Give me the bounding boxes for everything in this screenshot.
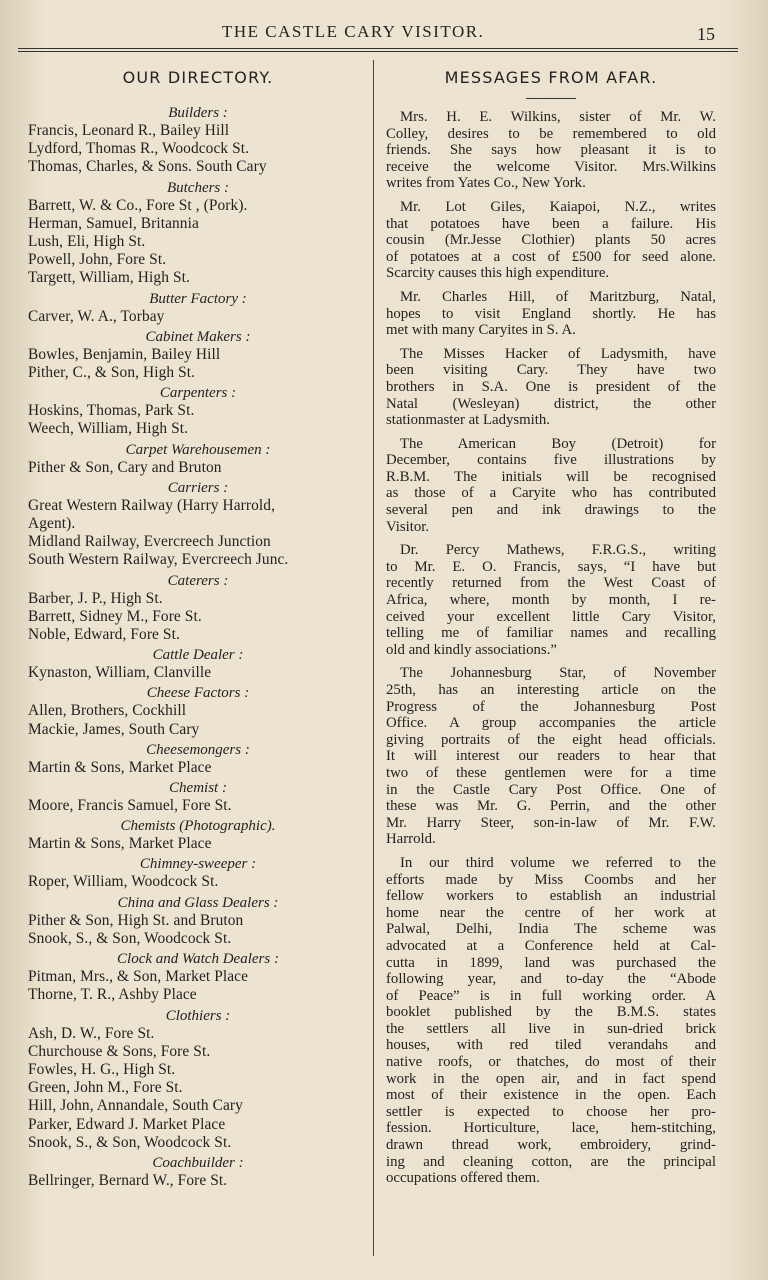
directory-entry: Hoskins, Thomas, Park St. — [28, 402, 195, 420]
message-line: houses, with red tiled verandahs and — [386, 1037, 716, 1054]
directory-category: Butter Factory : — [149, 290, 247, 307]
directory-category: Chemist : — [169, 780, 227, 797]
message-line: most of their existence in the open. Each — [386, 1087, 716, 1104]
message-line: Palwal, Delhi, India The scheme was — [386, 921, 716, 938]
message-line: home near the centre of her work at — [386, 904, 716, 921]
message-line: advocated at a Conference held at Cal- — [386, 937, 716, 954]
directory-entry: Lydford, Thomas R., Woodcock St. — [28, 140, 250, 158]
message-line: Natal (Wesleyan) district, the other — [386, 395, 716, 412]
message-line: efforts made by Miss Coombs and her — [386, 871, 716, 888]
page-number: 15 — [697, 24, 715, 44]
directory-entry: Fowles, H. G., High St. — [28, 1060, 176, 1078]
directory-category: Caterers : — [167, 572, 229, 589]
message-line: fellow workers to establish an industrial — [386, 888, 716, 905]
directory-entry: Barrett, Sidney M., Fore St. — [28, 607, 202, 625]
message-line: brothers in S.A. One is president of the — [386, 378, 716, 395]
directory-category: Cabinet Makers : — [145, 328, 251, 345]
message-line: fession. Horticulture, lace, hem-stitching, — [386, 1120, 716, 1137]
directory-category: Cheese Factors : — [146, 685, 250, 702]
message-line: Colley, desires to be remembered to old — [386, 125, 716, 142]
message-line: occupations offered them. — [386, 1170, 540, 1187]
message-paragraph — [386, 436, 716, 536]
directory-category: Builders : — [168, 105, 228, 121]
directory-entry: Herman, Samuel, Britannia — [28, 214, 199, 232]
directory-entry: Thorne, T. R., Ashby Place — [28, 986, 197, 1004]
message-line: these was Mr. G. Perrin, and the other — [386, 798, 716, 815]
message-paragraph — [386, 542, 716, 658]
directory-entry: Pither, C., & Son, High St. — [28, 364, 196, 382]
directory-entry: Barber, J. P., High St. — [28, 589, 163, 607]
directory-entry: Pitman, Mrs., & Son, Market Place — [28, 968, 249, 986]
message-line: The Johannesburg Star, of November — [400, 665, 716, 682]
message-line: following year, and to-day the “Abode — [386, 971, 716, 988]
message-line: settler is expected to choose her pro- — [386, 1103, 716, 1120]
directory-entry: Carver, W. A., Torbay — [28, 307, 165, 325]
messages-column — [386, 64, 716, 1194]
message-paragraph — [386, 109, 716, 192]
message-line: booklet published by the B.M.S. states — [386, 1004, 716, 1021]
running-head — [0, 20, 768, 44]
message-line: that potatoes have been a failure. His — [386, 215, 716, 232]
directory-category: Carpenters : — [159, 385, 237, 402]
message-paragraph — [386, 199, 716, 282]
message-line: The Misses Hacker of Ladysmith, have — [400, 345, 716, 362]
message-line: as those of a Caryite who has contributed — [386, 485, 716, 502]
message-line: of potatoes at a cost of £500 for seed alone. — [386, 248, 716, 265]
message-line: ing and cleaning cotton, are the principal — [386, 1153, 716, 1170]
messages-title: MESSAGES FROM AFAR. — [444, 68, 658, 87]
directory-title: OUR DIRECTORY. — [122, 68, 274, 87]
directory-entry: Noble, Edward, Fore St. — [28, 626, 180, 644]
header-rule — [18, 48, 738, 52]
directory-category: Chimney-sweeper : — [139, 856, 257, 873]
directory-entry: Great Western Railway (Harry Harrold, — [28, 496, 276, 514]
directory-entry: Ash, D. W., Fore St. — [28, 1024, 155, 1042]
directory-entry: Pither & Son, Cary and Bruton — [28, 458, 222, 476]
directory-entry: Lush, Eli, High St. — [28, 233, 146, 251]
message-line: 25th, has an interesting article on the — [386, 682, 716, 698]
directory-entry: Allen, Brothers, Cockhill — [28, 702, 187, 720]
directory-category: China and Glass Dealers : — [117, 894, 279, 911]
message-line: Mr. Lot Giles, Kaiapoi, N.Z., writes — [400, 198, 716, 215]
directory-entry: Thomas, Charles, & Sons. South Cary — [28, 158, 267, 176]
directory-category: Cattle Dealer : — [152, 647, 244, 664]
message-line: writes from Yates Co., New York. — [386, 175, 586, 192]
message-line: old and kindly associations.” — [386, 641, 557, 658]
directory-entry: Hill, John, Annandale, South Cary — [28, 1097, 243, 1115]
directory-entry: Roper, William, Woodcock St. — [28, 873, 219, 891]
directory-list — [28, 104, 368, 1190]
directory-entry: Snook, S., & Son, Woodcock St. — [28, 1133, 232, 1151]
message-line: Progress of the Johannesburg Post — [386, 698, 716, 715]
message-paragraph — [386, 346, 716, 429]
directory-entry: Green, John M., Fore St. — [28, 1079, 183, 1097]
message-line: telling me of familiar names and recalling — [386, 625, 716, 642]
directory-category: Coachbuilder : — [152, 1154, 244, 1171]
message-line: hopes to visit England shortly. He has — [386, 305, 716, 322]
message-line: work in the open air, and in fact spend — [386, 1070, 716, 1087]
directory-entry: Martin & Sons, Market Place — [28, 835, 212, 853]
messages-list — [386, 109, 716, 1187]
message-line: of Peace” is in full working order. A — [386, 987, 716, 1004]
message-line: cutta in 1899, land was purchased the — [386, 954, 716, 971]
message-line: recently returned from the West Coast of — [386, 575, 716, 592]
directory-entry: Bowles, Benjamin, Bailey Hill — [28, 345, 221, 363]
message-line: stationmaster at Ladysmith. — [386, 412, 550, 429]
message-line: drawn thread work, embroidery, grind- — [386, 1137, 716, 1154]
directory-category: Chemists (Photographic). — [120, 818, 276, 835]
directory-entry: Snook, S., & Son, Woodcock St. — [28, 929, 232, 947]
message-line: been visiting Cary. They have two — [386, 362, 716, 379]
directory-category: Butchers : — [166, 179, 230, 196]
message-line: Scarcity causes this high expenditure. — [386, 265, 610, 282]
directory-category: Clock and Watch Dealers : — [117, 951, 279, 968]
directory-entry: Targett, William, High St. — [28, 269, 190, 287]
directory-entry: Powell, John, Fore St. — [28, 251, 167, 269]
directory-entry: Martin & Sons, Market Place — [28, 758, 212, 776]
directory-column — [28, 64, 368, 1190]
directory-entry: Pither & Son, High St. and Bruton — [28, 911, 244, 929]
message-line: Dr. Percy Mathews, F.R.G.S., writing — [400, 542, 716, 559]
message-line: the settlers all live in sun-dried brick — [386, 1020, 716, 1037]
message-line: Office. A group accompanies the article — [386, 715, 716, 732]
messages-title-rule — [526, 98, 576, 99]
message-line: ceived your excellent little Cary Visitor, — [386, 608, 716, 625]
directory-entry: Churchouse & Sons, Fore St. — [28, 1042, 211, 1060]
message-line: R.B.M. The initials will be recognised — [386, 468, 716, 485]
message-line: The American Boy (Detroit) for — [400, 435, 716, 452]
message-line: cousin (Mr.Jesse Clothier) plants 50 acres — [386, 232, 716, 249]
running-title: THE CASTLE CARY VISITOR. — [222, 22, 485, 41]
directory-entry: Kynaston, William, Clanville — [28, 664, 212, 682]
message-paragraph — [386, 855, 716, 1187]
directory-category: Cheesemongers : — [146, 741, 250, 758]
message-line: receive the welcome Visitor. Mrs.Wilkins — [386, 158, 716, 175]
column-divider — [373, 60, 374, 1256]
directory-entry: Agent). — [28, 515, 76, 533]
message-line: in the Castle Cary Post Office. One of — [386, 781, 716, 798]
directory-entry: Francis, Leonard R., Bailey Hill — [28, 122, 230, 139]
message-line: native roofs, or thatches, do most of their — [386, 1054, 716, 1071]
message-line: It will interest our readers to hear that — [386, 748, 716, 765]
directory-category: Carriers : — [167, 479, 229, 496]
directory-category: Clothiers : — [165, 1007, 231, 1024]
directory-entry: Moore, Francis Samuel, Fore St. — [28, 797, 232, 815]
directory-entry: Bellringer, Bernard W., Fore St. — [28, 1171, 228, 1189]
message-line: giving portraits of the eight head officials. — [386, 731, 716, 748]
message-line: Mrs. H. E. Wilkins, sister of Mr. W. — [400, 109, 716, 125]
directory-entry: Mackie, James, South Cary — [28, 720, 200, 738]
directory-entry: Weech, William, High St. — [28, 420, 189, 438]
message-paragraph — [386, 289, 716, 339]
message-line: friends. She says how pleasant it is to — [386, 142, 716, 159]
message-line: Mr. Harry Steer, son-in-law of Mr. F.W. — [386, 814, 716, 831]
message-line: Harrold. — [386, 831, 436, 848]
directory-category: Carpet Warehousemen : — [125, 441, 271, 458]
message-line: two of these gentlemen were for a time — [386, 764, 716, 781]
message-line: December, contains five illustrations by — [386, 452, 716, 469]
message-paragraph — [386, 665, 716, 848]
message-line: Mr. Charles Hill, of Maritzburg, Natal, — [400, 288, 716, 305]
message-line: to Mr. E. O. Francis, says, “I have but — [386, 558, 716, 575]
message-line: several pen and ink drawings to the — [386, 502, 716, 519]
directory-entry: Parker, Edward J. Market Place — [28, 1115, 226, 1133]
message-line: Visitor. — [386, 518, 430, 535]
directory-entry: Barrett, W. & Co., Fore St , (Pork). — [28, 196, 248, 214]
message-line: met with many Caryites in S. A. — [386, 322, 576, 339]
message-line: In our third volume we referred to the — [400, 854, 716, 871]
message-line: Africa, where, month by month, I re- — [386, 592, 716, 609]
directory-entry: South Western Railway, Evercreech Junc. — [28, 551, 289, 569]
directory-entry: Midland Railway, Evercreech Junction — [28, 533, 271, 551]
